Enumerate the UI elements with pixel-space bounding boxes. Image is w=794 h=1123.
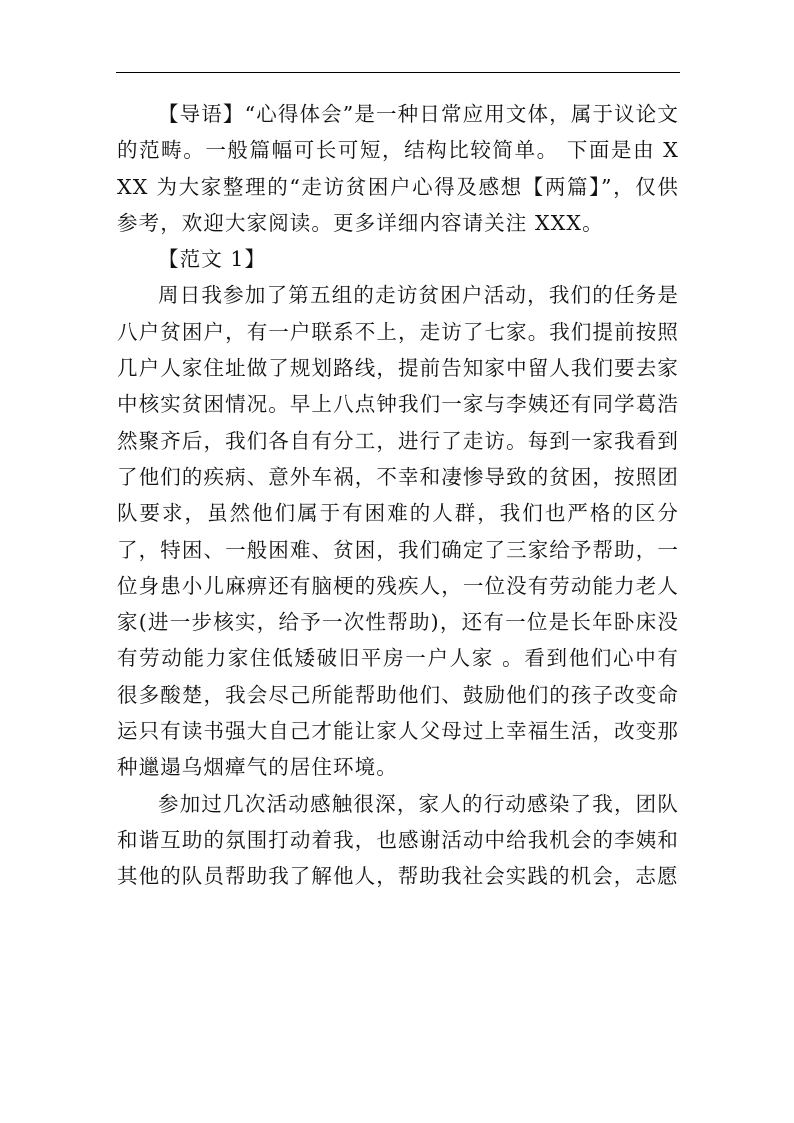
header-rule xyxy=(116,72,680,73)
body-paragraph: 周日我参加了第五组的走访贫困户活动，我们的任务是八户贫困户，有一户联系不上，走访了七家。我们提前按照几户人家住址做了规划路线，提前告知家中留人我们要去家中核实贫困情况。早上八点钟我们一家与李姨还有同学葛浩然聚齐后，我们各自有分工，进行了走访。每到一家我看到了他们的疾病、意外车祸，不幸和凄惨导致的贫困，按照团队要求，虽然他们属于有困难的人群，我们也严格的区分了，特困、一般困难、贫困，我们确定了三家给予帮助，一位身患小儿麻痹还有脑梗的残疾人，一位没有劳动能力老人家(进一步核实，给予一次性帮助)，还有一位是长年卧床没有劳动能力家住低矮破旧平房一户人家 。看到他们心中有很多酸楚，我会尽己所能帮助他们、鼓励他们的孩子改变命运只有读书强大自己才能让家人父母过上幸福生活，改变那种邋遢乌烟瘴气的居住环境。 xyxy=(117,283,679,780)
document-body xyxy=(117,96,679,895)
intro-paragraph: 【导语】“心得体会”是一种日常应用文体，属于议论文的范畴。一般篇幅可长可短，结构比较简单。 下面是由 XXX 为大家整理的“走访贫困户心得及感想【两篇】”，仅供参考，欢迎大家阅读。更多详细内容请关注 XXX。 xyxy=(117,102,679,235)
body-paragraph: 参加过几次活动感触很深，家人的行动感染了我，团队和谐互助的氛围打动着我，也感谢活动中给我机会的李姨和其他的队员帮助我了解他人，帮助我社会实践的机会，志愿 xyxy=(117,791,679,889)
section-heading: 【范文 1】 xyxy=(158,247,267,272)
